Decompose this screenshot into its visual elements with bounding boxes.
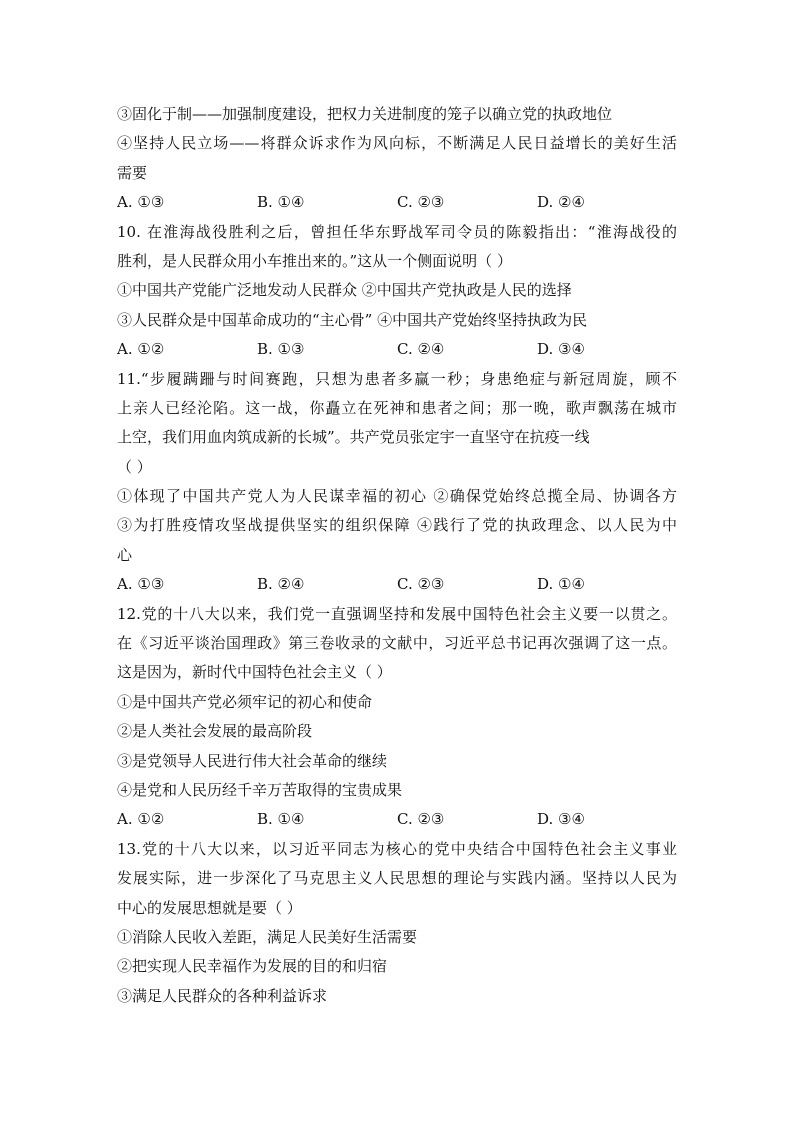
q12-option-3: ③是党领导人民进行伟大社会革命的继续	[117, 751, 388, 770]
q10-choice-d: D. ③④	[537, 340, 585, 359]
q11-options-line2: ③为打胜疫情攻坚战提供坚实的组织保障 ④践行了党的执政理念、以人民为中	[117, 516, 677, 535]
q9-choice-b: B. ①④	[257, 193, 305, 212]
q11-stem-line2: 上亲人已经沦陷。这一战，你矗立在死神和患者之间；那一晚，歌声飘荡在城市	[117, 398, 677, 417]
q9-choice-a: A. ①③	[117, 193, 165, 212]
q12-option-2: ②是人类社会发展的最高阶段	[117, 722, 313, 741]
q13-stem-line1: 13.党的十八大以来，以习近平同志为核心的党中央结合中国特色社会主义事业	[117, 839, 677, 858]
q12-option-4: ④是党和人民历经千辛万苦取得的宝贵成果	[117, 780, 403, 799]
q11-choice-a: A. ①③	[117, 575, 165, 594]
q10-options-line1: ①中国共产党能广泛地发动人民群众 ②中国共产党执政是人民的选择	[117, 281, 572, 300]
q11-choice-b: B. ②④	[257, 575, 305, 594]
q13-option-3: ③满足人民群众的各种利益诉求	[117, 986, 328, 1005]
q13-option-2: ②把实现人民幸福作为发展的目的和归宿	[117, 957, 388, 976]
q12-choice-a: A. ①②	[117, 810, 165, 829]
question-13	[117, 835, 677, 1011]
q9-choice-d: D. ②④	[537, 193, 585, 212]
question-11	[117, 365, 677, 600]
q13-option-1: ①消除人民收入差距，满足人民美好生活需要	[117, 927, 418, 946]
q9-choice-c: C. ②③	[397, 193, 445, 212]
q12-choice-d: D. ③④	[537, 810, 585, 829]
q11-choice-d: D. ①④	[537, 575, 585, 594]
q13-stem-line3: 中心的发展思想就是要（ ）	[117, 898, 302, 917]
q10-choice-b: B. ①③	[257, 340, 305, 359]
q10-options-line2: ③人民群众是中国革命成功的“主心骨” ④中国共产党始终坚持执政为民	[117, 310, 588, 329]
q11-stem-line1: 11.“步履蹒跚与时间赛跑，只想为患者多赢一秒；身患绝症与新冠周旋，顾不	[117, 369, 677, 388]
q12-stem-line1: 12.党的十八大以来，我们党一直强调坚持和发展中国特色社会主义要一以贯之。	[117, 604, 677, 623]
exam-content	[117, 100, 677, 1011]
question-9-tail	[117, 100, 677, 218]
q11-stem-line4: （ ）	[117, 457, 152, 476]
q12-choices	[117, 805, 677, 834]
q9-option-3: ③固化于制——加强制度建设，把权力关进制度的笼子以确立党的执政地位	[117, 105, 613, 123]
q12-stem-line3: 这是因为，新时代中国特色社会主义（ ）	[117, 663, 392, 682]
question-12	[117, 600, 677, 835]
q10-choices	[117, 335, 677, 364]
q10-choice-a: A. ①②	[117, 340, 165, 359]
q10-stem-line1: 10. 在淮海战役胜利之后，曾担任华东野战军司令员的陈毅指出：“淮海战役的	[117, 222, 677, 241]
q12-option-1: ①是中国共产党必须牢记的初心和使命	[117, 692, 373, 711]
question-10	[117, 218, 677, 365]
q12-choice-b: B. ①④	[257, 810, 305, 829]
q10-choice-c: C. ②④	[397, 340, 445, 359]
q11-options-line3: 心	[117, 545, 133, 564]
q9-option-4-line2: 需要	[117, 163, 148, 182]
q13-stem-line2: 发展实际，进一步深化了马克思主义人民思想的理论与实践内涵。坚持以人民为	[117, 869, 677, 888]
q9-option-4-line1: ④坚持人民立场——将群众诉求作为风向标，不断满足人民日益增长的美好生活	[117, 134, 677, 153]
q11-choice-c: C. ②③	[397, 575, 445, 594]
q10-stem-line2: 胜利，是人民群众用小车推出来的。”这从一个侧面说明（ ）	[117, 251, 512, 270]
q9-choices	[117, 188, 677, 217]
q11-stem-line3: 上空，我们用血肉筑成新的长城”。共产党员张定宇一直坚守在抗疫一线	[117, 428, 590, 447]
q11-options-line1: ①体现了中国共产党人为人民谋幸福的初心 ②确保党始终总揽全局、协调各方	[117, 487, 677, 506]
q11-choices	[117, 570, 677, 599]
q12-stem-line2: 在《习近平谈治国理政》第三卷收录的文献中，习近平总书记再次强调了这一点。	[117, 634, 677, 653]
q12-choice-c: C. ②③	[397, 810, 445, 829]
